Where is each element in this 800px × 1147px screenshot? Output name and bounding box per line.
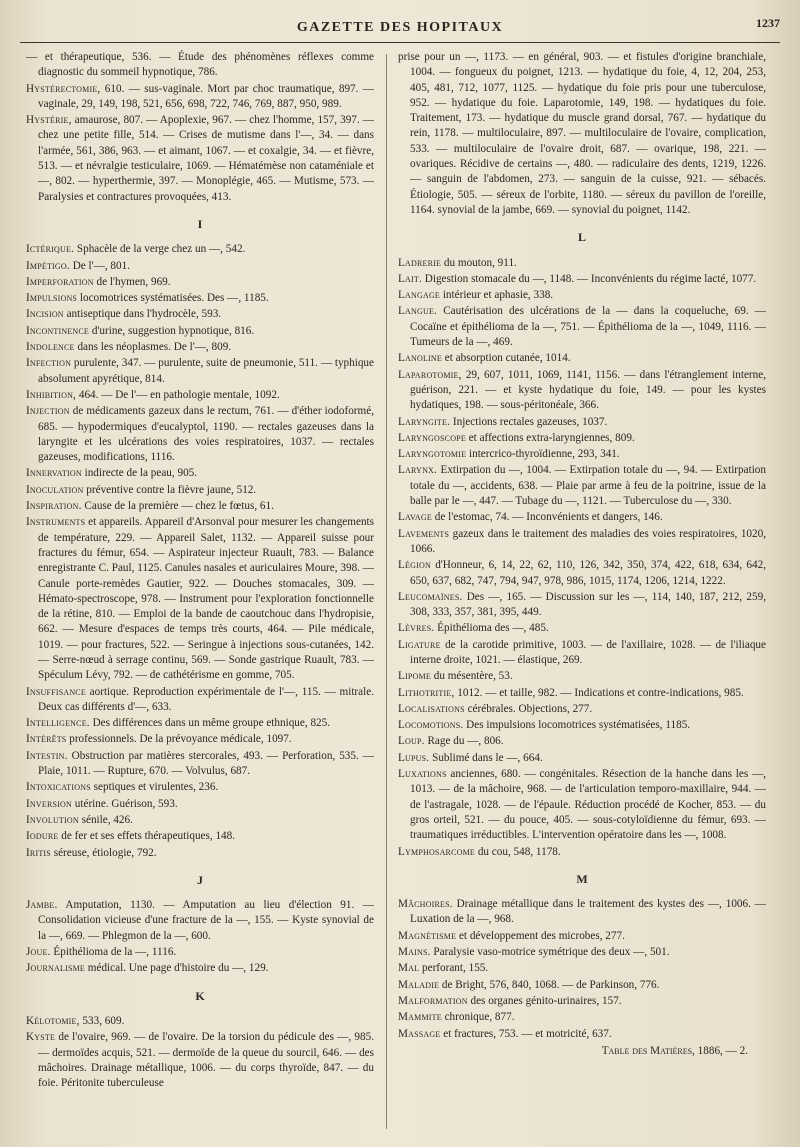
- index-entry: [398, 978, 766, 993]
- entry-head: Iritis: [26, 846, 51, 859]
- index-entry: [26, 275, 374, 290]
- entry-text: Obstruction par matières stercorales, 493. — Perforation, 535. — Plaie, 1011. — Rupture, 670. — Volvulus, 687.: [38, 749, 374, 778]
- entry-head: Incision: [26, 308, 64, 321]
- index-entry: [26, 829, 374, 844]
- entry-head: Loup.: [398, 735, 425, 748]
- entry-text: de l'hymen, 969.: [93, 275, 171, 288]
- entry-text: perforant, 155.: [419, 962, 489, 975]
- entry-text: Sphacèle de la verge chez un —, 542.: [74, 243, 246, 256]
- entry-text: du mouton, 911.: [441, 256, 517, 269]
- entry-head: Involution: [26, 813, 79, 826]
- index-entry: [398, 558, 766, 589]
- index-entry: [398, 288, 766, 303]
- index-entry: [398, 767, 766, 843]
- index-entry: [398, 304, 766, 350]
- entry-text: des organes génito-urinaires, 157.: [467, 994, 622, 1007]
- index-entry: [26, 515, 374, 683]
- entry-text: aortique. Reproduction expérimentale de l'—, 115. — mitrale. Deux cas différents d'—, 633.: [38, 685, 374, 713]
- entry-head: Légion: [398, 559, 431, 572]
- entry-head: Innervation: [26, 467, 82, 480]
- entry-head: Locomotions.: [398, 719, 464, 732]
- page-header: [20, 12, 780, 43]
- entry-head: Kélotomie,: [26, 1014, 80, 1027]
- entry-head: Langue.: [398, 305, 438, 318]
- section-l: [398, 256, 766, 860]
- index-entry: [398, 590, 766, 621]
- entry-head: Lupus.: [398, 751, 430, 764]
- index-entry: [26, 780, 374, 795]
- index-entry: [398, 256, 766, 271]
- entry-head: Intestin.: [26, 749, 68, 762]
- entry-head: Impulsions: [26, 292, 78, 305]
- section-k: [26, 1014, 374, 1091]
- index-entry: [398, 1010, 766, 1025]
- entry-head: Lipome: [398, 670, 431, 683]
- entry-text: chronique, 877.: [441, 1011, 515, 1024]
- entry-head: Jambe.: [26, 899, 58, 912]
- index-entry: [398, 447, 766, 462]
- entry-text: Digestion stomacale du —, 1148. — Inconvénients du régime lacté, 1077.: [421, 272, 757, 285]
- entry-head: Intoxications: [26, 781, 91, 794]
- index-entry: [398, 1027, 766, 1042]
- entry-head: Maladie: [398, 978, 440, 991]
- entry-head: Lait.: [398, 272, 422, 285]
- index-entry: [398, 897, 766, 928]
- entry-text: séreuse, étiologie, 792.: [50, 846, 157, 859]
- entry-head: Inversion: [26, 797, 72, 810]
- entry-head: Kyste: [26, 1031, 56, 1044]
- index-entry: [398, 994, 766, 1009]
- entry-text: cérébrales. Objections, 277.: [464, 702, 593, 715]
- entry-head: Instruments: [26, 516, 86, 529]
- entry-text: Cause de la première — chez le fœtus, 61.: [81, 500, 274, 513]
- index-entry: [26, 82, 374, 113]
- entry-head: Mains.: [398, 946, 431, 959]
- entry-head: Hystérie,: [26, 114, 72, 127]
- entry-head: Luxations: [398, 768, 447, 781]
- left-column: [26, 50, 374, 1135]
- entry-text: anciennes, 680. — congénitales. Résection de la hanche dans les —, 1013. — de la mâchoire, 968. — de l'articulation temporo-maxillaire, 944. — de l'astragale, 1028. — de l'épaule. Réduction procédé de Kocher, 853. — du gros orteil, 521. — du pouce, 405. — sous-cotyloïdienne du fémur, 693. — traumatiques irréductibles. L'intervention opératoire dans les —, 1008.: [410, 768, 766, 842]
- entry-text: de l'estomac, 74. — Inconvénients et dangers, 146.: [431, 511, 663, 524]
- entry-text: intercrico-thyroïdienne, 293, 341.: [466, 448, 620, 461]
- index-entry: [26, 1014, 374, 1029]
- letter-heading-j: J: [197, 872, 203, 887]
- index-entry: [398, 272, 766, 287]
- entry-head: Larynx.: [398, 464, 438, 477]
- entry-head: Malformation: [398, 994, 468, 1007]
- index-entry: [26, 388, 374, 403]
- index-entry: [26, 898, 374, 944]
- index-entry: [26, 499, 374, 514]
- entry-text: locomotrices systématisées. Des —, 1185.: [77, 292, 269, 305]
- entry-head: Iodure: [26, 830, 59, 843]
- entry-text: professionnels. De la prévoyance médicale, 1097.: [66, 733, 292, 746]
- index-entry: [26, 404, 374, 465]
- page-number: 1237: [756, 16, 780, 30]
- index-entry: [26, 732, 374, 747]
- index-entry: [398, 510, 766, 525]
- index-entry: [398, 845, 766, 860]
- entry-head: Mammite: [398, 1011, 442, 1024]
- entry-text: de la carotide primitive, 1003. — de l'axillaire, 1028. — de l'iliaque interne droite, 1021. — élastique, 269.: [410, 638, 766, 666]
- entry-head: Hystérectomie,: [26, 82, 101, 95]
- entry-head: Localisations: [398, 702, 465, 715]
- entry-head: Insuffisance: [26, 685, 86, 698]
- entry-head: Indolence: [26, 341, 75, 354]
- footer-note: Table des Matières, 1886, — 2.: [601, 1044, 748, 1057]
- left-intro: [26, 50, 374, 81]
- entry-text: d'urine, suggestion hypnotique, 816.: [89, 324, 255, 337]
- entry-text: antiseptique dans l'hydrocèle, 593.: [63, 308, 222, 321]
- index-entry: [26, 685, 374, 716]
- entry-text: 610. — sus-vaginale. Mort par choc traumatique, 897. — vaginale, 29, 149, 198, 521, 656, 698, 722, 746, 769, 887, 950, 989.: [38, 82, 374, 110]
- entry-head: Laryngoscope: [398, 431, 466, 444]
- entry-text: 29, 607, 1011, 1069, 1141, 1156. — dans l'étranglement interne, guérison, 221. — et kyste hydatique du foie, 149. — pour les kystes hydatiques, 198. — sous-péritonéale, 366.: [410, 368, 766, 412]
- index-entry: [26, 356, 374, 387]
- entry-text: de fer et ses effets thérapeutiques, 148.: [58, 830, 236, 843]
- entry-head: Joue.: [26, 946, 51, 959]
- index-entry: [26, 846, 374, 861]
- entry-text: et fractures, 753. — et motricité, 637.: [440, 1027, 612, 1040]
- continued-text: — et thérapeutique, 536. — Étude des phénomènes réflexes comme diagnostic du sommeil hypnotique, 786.: [26, 51, 374, 79]
- entry-text: et appareils. Appareil d'Arsonval pour mesurer les changements de température, 229. — Appareil Salet, 1132. — Appareil suisse pour fractures du fémur, 654. — Aspirateur injecteur Ruault, 783. — Balance enregistrante C. Paul, 1125. Canules nasales et auriculaires Moure, 398. — Canule porte-remèdes Gautier, 922. — Douches stomacales, 309. — Hémato-spectroscope, 978. — Instrument pour l'exploration fonctionnelle de la rétine, 810. — Emploi de la bande de caoutchouc dans l'hydropisie, 662. — Mesure d'espaces de temps très courts, 464. — Pile médicale, 1019. — pour fractures, 522. — Seringue à injections sous-cutanées, 142. — Serre-nœud à serrage continu, 569. — Sonde gastrique Ruault, 783. — Spéculum Lévy, 792. — de cathétérisme en gomme, 705.: [38, 516, 374, 682]
- index-entry: [26, 324, 374, 339]
- entry-head: Intelligence.: [26, 717, 90, 730]
- entry-head: Massage: [398, 1027, 441, 1040]
- index-entry: [398, 621, 766, 636]
- entry-text: Épithélioma de la —, 1116.: [50, 946, 177, 959]
- entry-head: Lavage: [398, 511, 432, 524]
- index-entry: [26, 307, 374, 322]
- entry-text: Des —, 165. — Discussion sur les —, 114, 140, 187, 212, 259, 308, 333, 357, 381, 395, 449.: [410, 590, 766, 619]
- letter-heading-m: M: [576, 871, 588, 886]
- entry-text: Épithélioma des —, 485.: [434, 622, 549, 635]
- letter-heading-k: K: [195, 988, 205, 1003]
- entry-text: Injections rectales gazeuses, 1037.: [450, 415, 608, 428]
- entry-text: indirecte de la peau, 905.: [81, 467, 198, 480]
- index-entry: [26, 242, 374, 257]
- entry-head: Ladrerie: [398, 256, 442, 269]
- entry-text: et affections extra-laryngiennes, 809.: [465, 431, 635, 444]
- entry-head: Lithotritie,: [398, 686, 455, 699]
- entry-text: Amputation, 1130. — Amputation au lieu d'élection 91. — Consolidation vicieuse d'une fracture de la —, 155. — Kyste synovial de la —, 669. — Phlegmon de la —, 600.: [38, 899, 374, 942]
- entry-text: gazeux dans le traitement des maladies des voies respiratoires, 1020, 1066.: [410, 527, 766, 555]
- entry-head: Incontinence: [26, 324, 90, 337]
- section-h: [26, 82, 374, 205]
- entry-head: Imperforation: [26, 275, 94, 288]
- index-entry: [398, 751, 766, 766]
- entry-text: Des impulsions locomotrices systématisées, 1185.: [463, 719, 691, 732]
- entry-text: d'Honneur, 6, 14, 22, 62, 110, 126, 342, 350, 374, 422, 618, 634, 642, 650, 637, 682, 747, 794, 947, 978, 986, 1015, 1174, 1206, 1214, 1222.: [410, 559, 766, 587]
- index-entry: [26, 716, 374, 731]
- entry-head: Impétigo.: [26, 259, 70, 272]
- index-entry: [398, 463, 766, 509]
- entry-text: du cou, 548, 1178.: [475, 845, 561, 858]
- entry-text: du mésentère, 53.: [430, 670, 513, 683]
- index-entry: [398, 961, 766, 976]
- entry-text: Rage du —, 806.: [424, 735, 504, 748]
- index-entry: [26, 259, 374, 274]
- index-entry: [398, 929, 766, 944]
- entry-text: Sublimé dans le —, 664.: [429, 751, 543, 764]
- index-entry: [26, 466, 374, 481]
- entry-text: dans les néoplasmes. De l'—, 809.: [74, 341, 232, 354]
- entry-head: Leucomaïnes.: [398, 590, 463, 603]
- section-m: [398, 897, 766, 1042]
- index-entry: [26, 483, 374, 498]
- right-column: [398, 50, 766, 1135]
- entry-text: intérieur et aphasie, 338.: [440, 289, 554, 302]
- entry-text: De l'—, 801.: [69, 259, 131, 272]
- entry-text: de l'ovaire, 969. — de l'ovaire. De la torsion du pédicule des —, 985. — dermoïdes acquis, 521. — dermoïde de la queue du sourcil, 646. — des mâchoires. Drainage métallique, 1006. — du corps thyroïde, 847. — du foie. Péritonite tuberculeuse: [38, 1031, 374, 1090]
- index-entry: [398, 638, 766, 669]
- entry-head: Inspiration.: [26, 500, 82, 513]
- index-entry: [398, 686, 766, 701]
- entry-head: Infection: [26, 357, 72, 370]
- entry-text: de médicaments gazeux dans le rectum, 761. — d'éther iodoformé, 685. — hypodermiques d'eucalyptol, 1190. — rectales gazeuses dans la laryngite et les ulcérations des voies respiratoires, 1037. — rectales gazeuses, modifications, 1116.: [38, 405, 374, 464]
- entry-text: septiques et virulentes, 236.: [90, 781, 219, 794]
- entry-text: 533, 609.: [79, 1014, 125, 1027]
- index-entry: [26, 945, 374, 960]
- entry-head: Mâchoires.: [398, 898, 453, 911]
- index-entry: [26, 1030, 374, 1091]
- entry-head: Mal: [398, 962, 420, 975]
- entry-text: Extirpation du —, 1004. — Extirpation totale du —, 94. — Extirpation totale du —, accidents, 638. — Plaie par arme à feu de la poitrine, issue de la balle par le —, 447. — Tubage du —, 1121. — Tuberculose du —, 330.: [410, 464, 766, 508]
- index-entry: [398, 669, 766, 684]
- entry-text: Des différences dans un même groupe ethnique, 825.: [89, 717, 331, 730]
- entry-head: Journalisme: [26, 962, 85, 975]
- letter-heading-l: L: [577, 230, 586, 245]
- index-entry: [398, 351, 766, 366]
- letter-heading-i: I: [197, 216, 203, 231]
- entry-text: préventive contre la fièvre jaune, 512.: [83, 483, 257, 496]
- entry-head: Laparotomie,: [398, 368, 462, 381]
- index-entry: [398, 415, 766, 430]
- index-entry: [398, 718, 766, 733]
- entry-head: Laryngite.: [398, 415, 451, 428]
- entry-text: 1012. — et taille, 982. — Indications et contre-indications, 985.: [454, 686, 744, 699]
- index-entry: [26, 813, 374, 828]
- entry-head: Lymphosarcome: [398, 845, 476, 858]
- entry-text: 464. — De l'— en pathologie mentale, 1092.: [76, 388, 280, 401]
- entry-head: Intérêts: [26, 733, 67, 746]
- index-entry: [398, 431, 766, 446]
- entry-head: Ligature: [398, 638, 441, 651]
- column-divider: [386, 54, 387, 1129]
- index-entry: [398, 368, 766, 414]
- entry-head: Langage: [398, 289, 441, 302]
- entry-text: de Bright, 576, 840, 1068. — de Parkinson, 776.: [439, 978, 660, 991]
- entry-head: Inhibition,: [26, 388, 77, 401]
- section-i: [26, 242, 374, 861]
- index-entry: [398, 527, 766, 558]
- index-entry: [26, 961, 374, 976]
- index-entry: [26, 797, 374, 812]
- index-entry: [398, 702, 766, 717]
- entry-head: Laryngotomie: [398, 448, 467, 461]
- index-entry: [398, 734, 766, 749]
- entry-head: Magnétisme: [398, 929, 457, 942]
- entry-text: Paralysie vaso-motrice symétrique des deux —, 501.: [430, 946, 670, 959]
- entry-text: Cautérisation des ulcérations de la — dans la coqueluche, 69. — Cocaïne et épithélioma de la —, 751. — Épithélioma de la —, 1049, 1116. — Tumeurs de la —, 469.: [410, 305, 766, 349]
- index-entry: [26, 749, 374, 780]
- entry-head: Lèvres.: [398, 622, 435, 635]
- entry-head: Lavements: [398, 527, 450, 540]
- continued-text: prise pour un —, 1173. — en général, 903. — et fistules d'origine branchiale, 1004. — fongueux du poignet, 1213. — hydatique du foie, 4, 12, 204, 253, 405, 481, 712, 1077, 1125. — hydatique du foie pris pour une tuberculose, 952. — hydatique du foie. Laparotomie, 149, 198. — hydatiques du foie. Traitement, 173. — hydatique du muscle grand dorsal, 767. — hydatique du rein, 1178. — multiloculaire, 897. — multiloculaire de l'ovaire, complication, 533. — multiloculaire de l'ovaire droit, 687. — ovarique, 198, 221. — ovariques. Récidive de certains —, 480. — radiculaire des dents, 1219, 1226. — sanguin de l'abdomen, 273. — sanguin de la cuisse, 921. — sébacés. Étiologie, 505. — séreux de l'orbite, 1180. — séreux du pavillon de l'oreille, 1164. synovial de la jambe, 669. — synovial du poignet, 1142.: [398, 51, 766, 216]
- index-entry: [398, 945, 766, 960]
- entry-head: Ictérique.: [26, 243, 75, 256]
- journal-title: GAZETTE DES HOPITAUX: [296, 20, 504, 35]
- entry-text: purulente, 347. — purulente, suite de pneumonie, 511. — typhique absolument apyrétique, 814.: [38, 357, 374, 385]
- index-entry: [26, 113, 374, 205]
- entry-text: Drainage métallique dans le traitement des kystes des —, 1006. — Luxation de la —, 968.: [410, 898, 766, 926]
- entry-text: utérine. Guérison, 593.: [71, 797, 178, 810]
- entry-head: Inoculation: [26, 483, 84, 496]
- entry-head: Injection: [26, 405, 70, 418]
- index-entry: [26, 291, 374, 306]
- entry-text: et absorption cutanée, 1014.: [441, 352, 571, 365]
- entry-text: sénile, 426.: [78, 813, 133, 826]
- right-intro: [398, 50, 766, 218]
- section-j: [26, 898, 374, 976]
- entry-text: amaurose, 807. — Apoplexie, 967. — chez l'homme, 157, 397. — chez une petite fille, 514. — Crises de mutisme dans l'—, 34. — dans l'armée, 561, 386, 963. — et aimant, 1067. — et coxalgie, 34. — et fièvre, 513. — et névralgie testiculaire, 1069. — Hématémèse non cataméniale et —, 802. — hyperthermie, 397. — Monoplégie, 465. — Mutisme, 573. — Paralysies et contractures provoquées, 413.: [38, 114, 374, 203]
- entry-text: médical. Une page d'histoire du —, 129.: [85, 962, 269, 975]
- index-entry: [26, 340, 374, 355]
- entry-text: et développement des microbes, 277.: [456, 929, 625, 942]
- entry-head: Lanoline: [398, 352, 442, 365]
